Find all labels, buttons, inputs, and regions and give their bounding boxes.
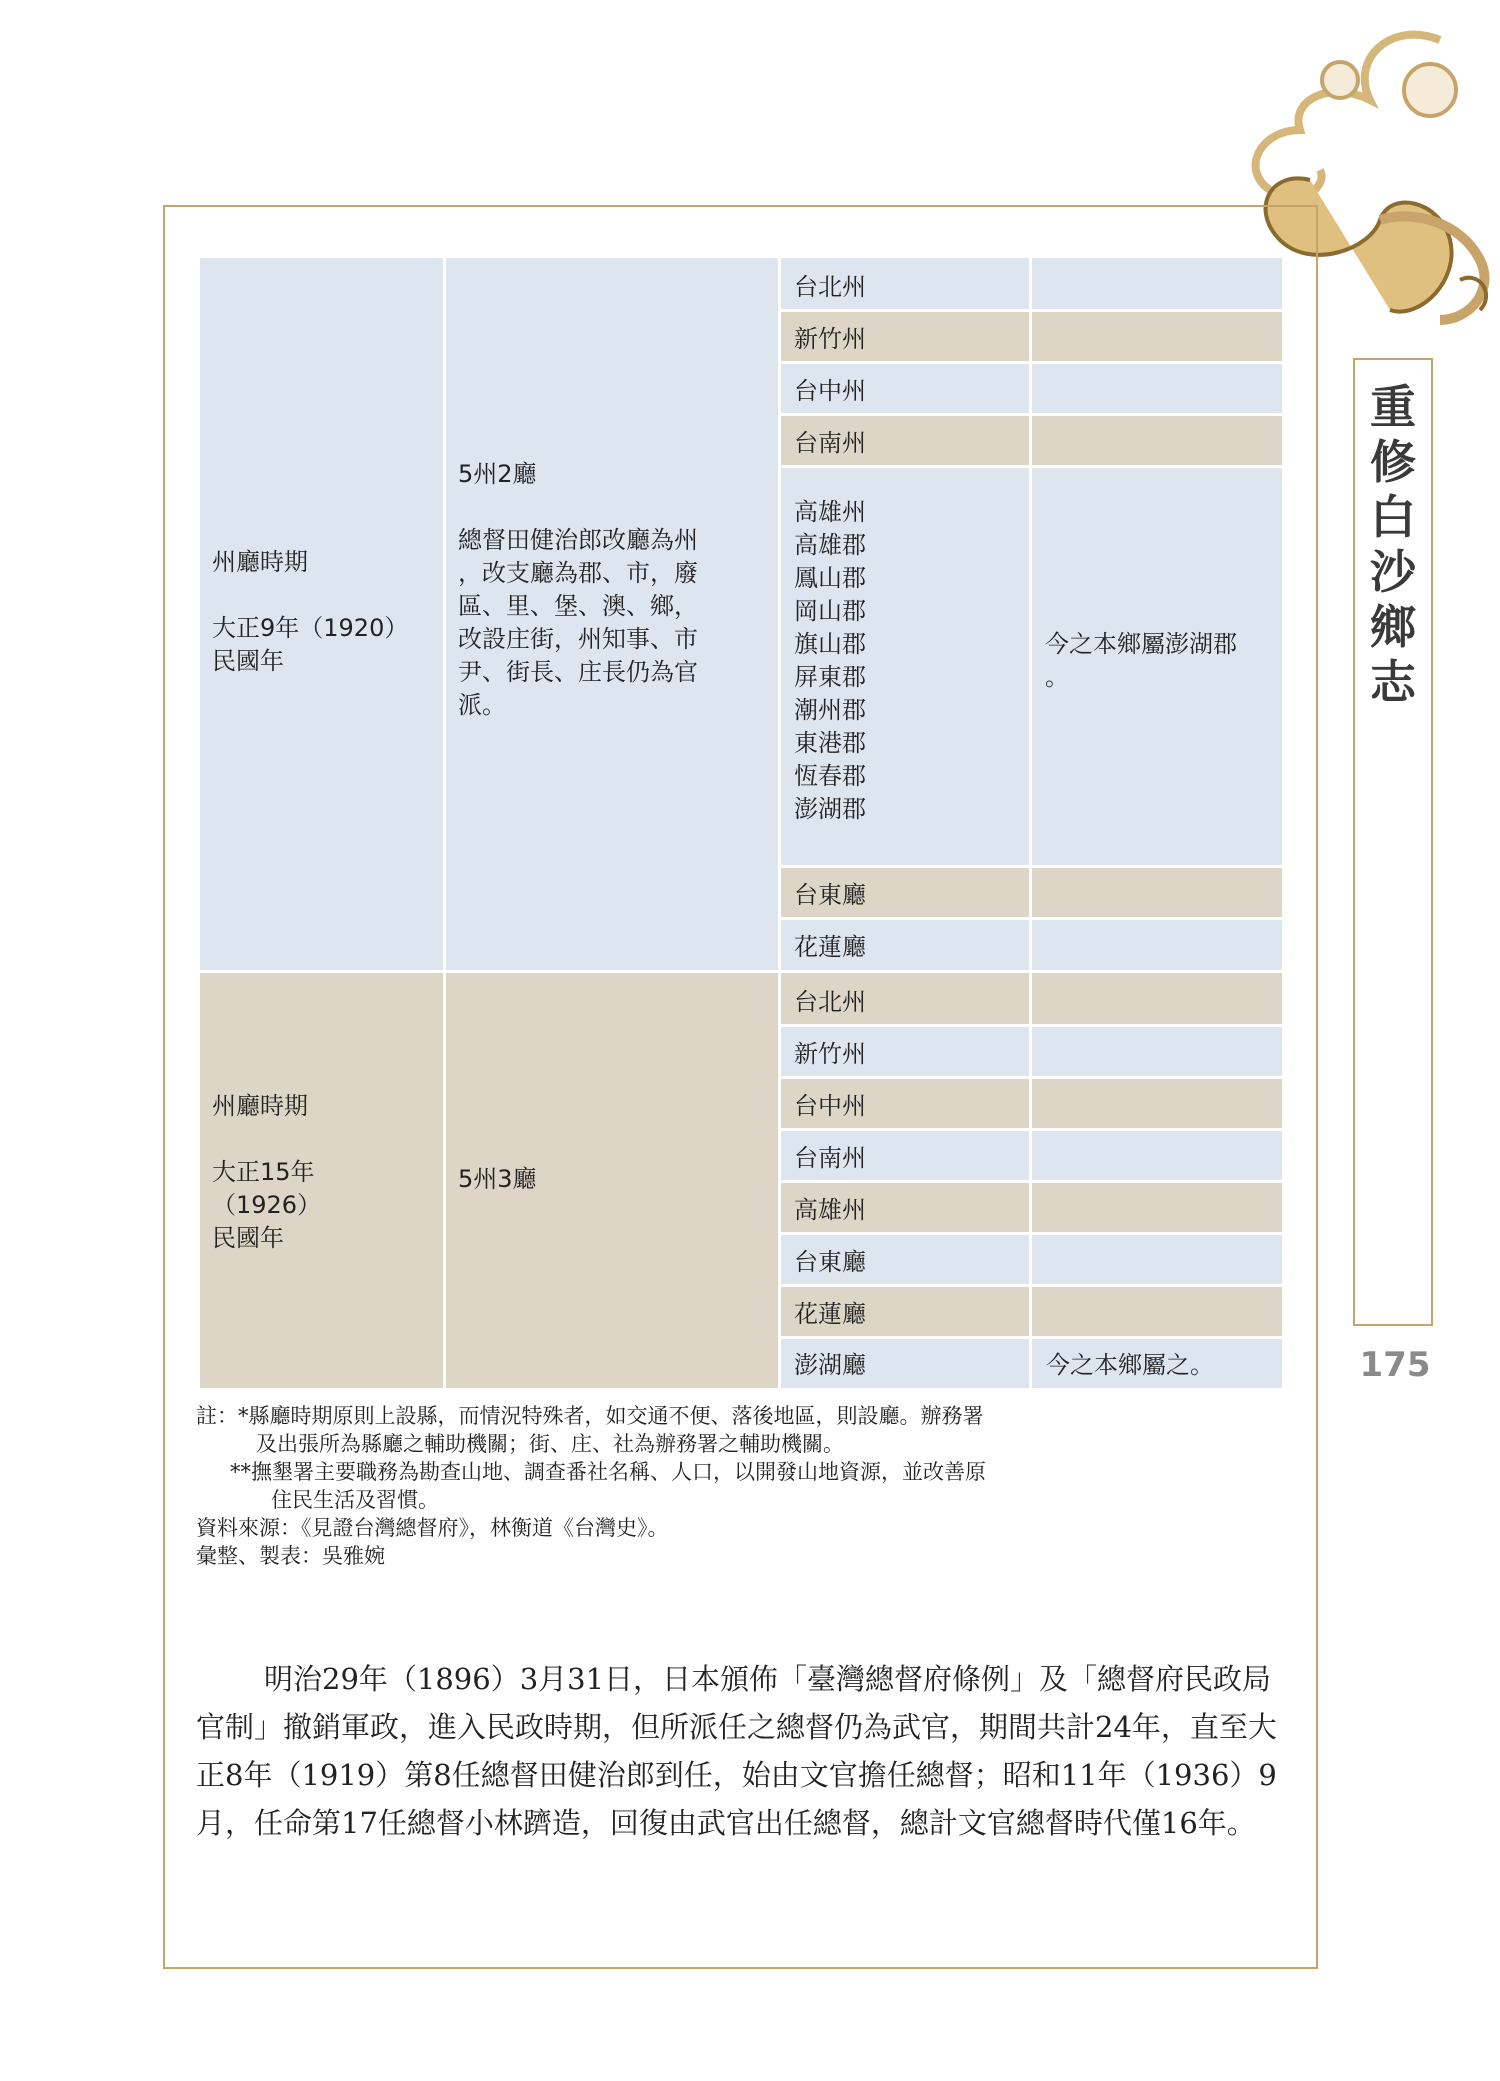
p1-period-name: 州廳時期: [212, 548, 308, 576]
p1-admin-count: 5州2廳: [458, 460, 537, 488]
p2-unit-label: 台北州: [794, 987, 866, 1016]
book-title-vertical: 重 修 白 沙 鄉 志: [1370, 380, 1416, 709]
note-2-line-2: 住民生活及習慣。: [271, 1488, 439, 1512]
p1-kaohsiung-note: 今之本鄉屬澎湖郡 。: [1045, 630, 1237, 691]
p1-admin-description: 5州2廳 總督田健治郎改廳為州 ，改支廳為郡、市，廢 區、里、堡、澳、鄉， 改設庄街，州知事、市 尹、街長、庄長仍為官 派。: [458, 458, 776, 722]
p1-period-label: [212, 546, 440, 678]
p2-period-year-ad: （1926）: [212, 1191, 322, 1219]
p2-unit-label: 花蓮廳: [794, 1299, 866, 1328]
p2-penghu-note: 今之本鄉屬之。: [1046, 1351, 1214, 1379]
p2-unit-label: 高雄州: [794, 1195, 866, 1224]
p1-period-roc: 民國年: [212, 647, 284, 675]
p2-unit-label: 澎湖廳: [794, 1351, 866, 1379]
note-1-line-2: 及出張所為縣廳之輔助機關；街、庄、社為辦務署之輔助機關。: [256, 1432, 844, 1456]
compiler-note: 彙整、製表：吳雅婉: [196, 1544, 385, 1568]
p2-admin-count: 5州3廳: [458, 1165, 537, 1193]
p2-period-year: 大正15年: [212, 1158, 315, 1186]
note-1-line-1: 註：*縣廳時期原則上設縣，而情況特殊者，如交通不便、落後地區，則設廳。辦務署: [196, 1404, 984, 1428]
source-note: 資料來源：《見證台灣總督府》，林衡道《台灣史》。: [196, 1516, 669, 1540]
p1-unit-label: 台北州: [794, 272, 866, 301]
period-divider: [200, 970, 1282, 973]
p2-unit-label: 台東廳: [794, 1247, 866, 1276]
p2-period-roc: 民國年: [212, 1224, 284, 1252]
p1-unit-label: 台東廳: [794, 880, 866, 909]
administrative-table: [200, 258, 1282, 1388]
p2-period-label: [212, 1090, 440, 1255]
p2-period-name: 州廳時期: [212, 1092, 308, 1120]
p1-unit-label: 台南州: [794, 428, 866, 457]
p2-unit-label: 新竹州: [794, 1039, 866, 1068]
p1-unit-label: 台中州: [794, 376, 866, 405]
p1-unit-label: 新竹州: [794, 324, 866, 353]
p2-unit-label: 台南州: [794, 1143, 866, 1172]
body-paragraph: 明治29年（1896）3月31日，日本頒佈「臺灣總督府條例」及「總督府民政局官制」撤銷軍政，進入民政時期，但所派任之總督仍為武官，期間共計24年，直至大正8年（1919）第8任總督田健治郎到任，始由文官擔任總督；昭和11年（1936）9月，任命第17任總督小林躋造，回復由武官出任總督，總計文官總督時代僅16年。: [196, 1662, 1277, 1840]
p1-period-year: 大正9年（1920）: [212, 614, 409, 642]
p1-kaohsiung-group: 高雄州 高雄郡 鳳山郡 岡山郡 旗山郡 屏東郡 潮州郡 東港郡 恆春郡 澎湖郡: [794, 498, 866, 823]
col-divider-1: [443, 258, 446, 1388]
p1-unit-label: 花蓮廳: [794, 932, 866, 961]
p2-unit-label: 台中州: [794, 1091, 866, 1120]
page-number: 175: [1359, 1345, 1431, 1385]
body-text: [196, 1655, 1286, 1847]
table-notes: [196, 1402, 1296, 1570]
note-2-line-1: **撫墾署主要職務為勘查山地、調查番社名稱、人口，以開發山地資源，並改善原: [230, 1460, 986, 1484]
